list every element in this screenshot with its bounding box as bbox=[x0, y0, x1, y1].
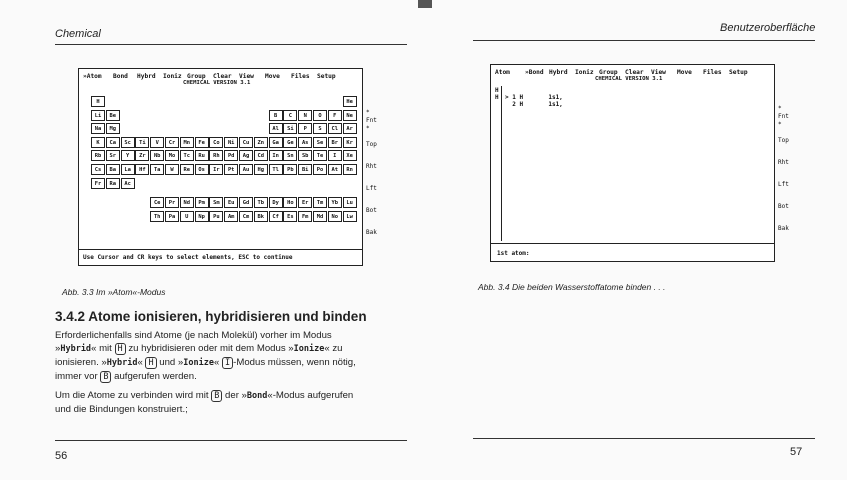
element-tm[interactable]: Tm bbox=[313, 197, 327, 208]
element-ar[interactable]: Ar bbox=[343, 123, 357, 134]
right-side-bak[interactable]: Bak bbox=[778, 225, 789, 232]
left-screen-figure bbox=[78, 68, 377, 266]
element-au[interactable]: Au bbox=[239, 164, 253, 175]
element-md[interactable]: Md bbox=[313, 211, 327, 222]
element-s[interactable]: S bbox=[313, 123, 327, 134]
element-ag[interactable]: Ag bbox=[239, 150, 253, 161]
left-running-header: Chemical bbox=[55, 28, 101, 40]
element-zn[interactable]: Zn bbox=[254, 137, 268, 148]
element-pm[interactable]: Pm bbox=[195, 197, 209, 208]
right-header-rule bbox=[473, 40, 815, 41]
element-sc[interactable]: Sc bbox=[121, 137, 135, 148]
left-page-number: 56 bbox=[55, 450, 68, 462]
right-left-column-h1: H bbox=[495, 87, 499, 94]
element-cm[interactable]: Cm bbox=[239, 211, 253, 222]
element-pr[interactable]: Pr bbox=[165, 197, 179, 208]
element-fr[interactable]: Fr bbox=[91, 178, 105, 189]
element-bk[interactable]: Bk bbox=[254, 211, 268, 222]
right-side-rht[interactable]: Rht bbox=[778, 159, 789, 166]
atom-row-2: 2 H 1s1, bbox=[505, 101, 563, 108]
element-fm[interactable]: Fm bbox=[298, 211, 312, 222]
left-side-top[interactable]: Top bbox=[366, 141, 377, 148]
right-version-title: CHEMICAL VERSION 3.1 bbox=[595, 76, 663, 82]
element-w[interactable]: W bbox=[165, 164, 179, 175]
element-h[interactable]: H bbox=[91, 96, 105, 107]
element-eu[interactable]: Eu bbox=[224, 197, 238, 208]
element-f[interactable]: F bbox=[328, 110, 342, 121]
element-sb[interactable]: Sb bbox=[298, 150, 312, 161]
left-menu-item-hybrd[interactable]: Hybrd bbox=[137, 73, 156, 80]
right-status-rule bbox=[491, 243, 774, 244]
right-side-fnt[interactable]: Fnt bbox=[778, 113, 789, 120]
right-menu-item-ioniz[interactable]: Ioniz bbox=[575, 69, 594, 76]
element-b[interactable]: B bbox=[269, 110, 283, 121]
element-cr[interactable]: Cr bbox=[165, 137, 179, 148]
element-lw[interactable]: Lw bbox=[343, 211, 357, 222]
element-hf[interactable]: Hf bbox=[135, 164, 149, 175]
element-sr[interactable]: Sr bbox=[106, 150, 120, 161]
element-ti[interactable]: Ti bbox=[135, 137, 149, 148]
left-menu-item-atom[interactable]: »Atom bbox=[83, 73, 102, 80]
element-rb[interactable]: Rb bbox=[91, 150, 105, 161]
element-co[interactable]: Co bbox=[209, 137, 223, 148]
book-binding bbox=[418, 0, 432, 8]
key-h: H bbox=[115, 343, 126, 355]
element-ac[interactable]: Ac bbox=[121, 178, 135, 189]
element-na[interactable]: Na bbox=[91, 123, 105, 134]
element-i[interactable]: I bbox=[328, 150, 342, 161]
right-menu-item-view[interactable]: View bbox=[651, 69, 666, 76]
right-status-line: 1st atom: bbox=[497, 250, 530, 257]
key-b: B bbox=[211, 390, 222, 402]
left-status-line: Use Cursor and CR keys to select elements, ESC to continue bbox=[83, 254, 293, 261]
element-cf[interactable]: Cf bbox=[269, 211, 283, 222]
element-tl[interactable]: Tl bbox=[269, 164, 283, 175]
element-sn[interactable]: Sn bbox=[283, 150, 297, 161]
element-kr[interactable]: Kr bbox=[343, 137, 357, 148]
element-am[interactable]: Am bbox=[224, 211, 238, 222]
left-side-star-0: * bbox=[366, 109, 370, 116]
element-rh[interactable]: Rh bbox=[209, 150, 223, 161]
left-menu-item-move[interactable]: Move bbox=[265, 73, 280, 80]
element-cs[interactable]: Cs bbox=[91, 164, 105, 175]
element-ir[interactable]: Ir bbox=[209, 164, 223, 175]
element-ho[interactable]: Ho bbox=[283, 197, 297, 208]
right-footer-rule bbox=[473, 438, 815, 439]
p1-line-4: immer vor B aufgerufen werden. bbox=[55, 371, 197, 382]
paragraph-1 bbox=[55, 329, 356, 383]
element-he[interactable]: He bbox=[343, 96, 357, 107]
element-li[interactable]: Li bbox=[91, 110, 105, 121]
element-ru[interactable]: Ru bbox=[195, 150, 209, 161]
atom-row-1: > 1 H 1s1, bbox=[505, 94, 563, 101]
element-os[interactable]: Os bbox=[195, 164, 209, 175]
right-side-lft[interactable]: Lft bbox=[778, 181, 789, 188]
right-page-number: 57 bbox=[790, 446, 803, 458]
element-ne[interactable]: Ne bbox=[343, 110, 357, 121]
element-sm[interactable]: Sm bbox=[209, 197, 223, 208]
left-menu-item-files[interactable]: Files bbox=[291, 73, 310, 80]
left-menu-item-setup[interactable]: Setup bbox=[317, 73, 336, 80]
left-side-fnt[interactable]: Fnt bbox=[366, 117, 377, 124]
left-side-star-2: * bbox=[366, 125, 370, 132]
left-menu-item-view[interactable]: View bbox=[239, 73, 254, 80]
left-side-bak[interactable]: Bak bbox=[366, 229, 377, 236]
left-side-bot[interactable]: Bot bbox=[366, 207, 377, 214]
element-pu[interactable]: Pu bbox=[209, 211, 223, 222]
key-h: H bbox=[145, 357, 156, 369]
element-si[interactable]: Si bbox=[283, 123, 297, 134]
p1-line-3: ionisieren. »Hybrid« H und »Ionize« I -Modus müssen, wenn nötig, bbox=[55, 357, 356, 368]
element-tc[interactable]: Tc bbox=[180, 150, 194, 161]
right-side-star-2: * bbox=[778, 121, 782, 128]
element-dy[interactable]: Dy bbox=[269, 197, 283, 208]
element-th[interactable]: Th bbox=[150, 211, 164, 222]
left-header-rule bbox=[55, 44, 407, 45]
element-cl[interactable]: Cl bbox=[328, 123, 342, 134]
left-footer-rule bbox=[55, 440, 407, 441]
right-left-column-h2: H bbox=[495, 94, 499, 101]
element-zr[interactable]: Zr bbox=[135, 150, 149, 161]
element-gd[interactable]: Gd bbox=[239, 197, 253, 208]
element-c[interactable]: C bbox=[283, 110, 297, 121]
paragraph-2 bbox=[55, 389, 353, 416]
element-pa[interactable]: Pa bbox=[165, 211, 179, 222]
right-divider bbox=[501, 86, 502, 241]
element-mn[interactable]: Mn bbox=[180, 137, 194, 148]
element-re[interactable]: Re bbox=[180, 164, 194, 175]
element-at[interactable]: At bbox=[328, 164, 342, 175]
left-side-lft[interactable]: Lft bbox=[366, 185, 377, 192]
element-ta[interactable]: Ta bbox=[150, 164, 164, 175]
section-heading: 3.4.2 Atome ionisieren, hybridisieren und binden bbox=[55, 309, 367, 324]
element-yb[interactable]: Yb bbox=[328, 197, 342, 208]
element-tb[interactable]: Tb bbox=[254, 197, 268, 208]
key-i: I bbox=[222, 357, 233, 369]
right-screen-figure bbox=[490, 64, 789, 262]
left-figure-caption: Abb. 3.3 Im »Atom«-Modus bbox=[62, 287, 166, 297]
right-menu-item-files[interactable]: Files bbox=[703, 69, 722, 76]
element-al[interactable]: Al bbox=[269, 123, 283, 134]
element-bi[interactable]: Bi bbox=[298, 164, 312, 175]
key-b: B bbox=[100, 371, 111, 383]
element-pb[interactable]: Pb bbox=[283, 164, 297, 175]
element-ni[interactable]: Ni bbox=[224, 137, 238, 148]
element-ga[interactable]: Ga bbox=[269, 137, 283, 148]
left-side-rht[interactable]: Rht bbox=[366, 163, 377, 170]
right-side-star-0: * bbox=[778, 105, 782, 112]
element-as[interactable]: As bbox=[298, 137, 312, 148]
element-np[interactable]: Np bbox=[195, 211, 209, 222]
right-side-bot[interactable]: Bot bbox=[778, 203, 789, 210]
element-mo[interactable]: Mo bbox=[165, 150, 179, 161]
left-menu-item-bond[interactable]: Bond bbox=[113, 73, 128, 80]
element-nd[interactable]: Nd bbox=[180, 197, 194, 208]
element-no[interactable]: No bbox=[328, 211, 342, 222]
element-po[interactable]: Po bbox=[313, 164, 327, 175]
element-hg[interactable]: Hg bbox=[254, 164, 268, 175]
right-figure-caption: Abb. 3.4 Die beiden Wasserstoffatome binden . . . bbox=[478, 282, 666, 292]
element-u[interactable]: U bbox=[180, 211, 194, 222]
element-lu[interactable]: Lu bbox=[343, 197, 357, 208]
element-be[interactable]: Be bbox=[106, 110, 120, 121]
right-side-top[interactable]: Top bbox=[778, 137, 789, 144]
element-ra[interactable]: Ra bbox=[106, 178, 120, 189]
element-ge[interactable]: Ge bbox=[283, 137, 297, 148]
left-version-title: CHEMICAL VERSION 3.1 bbox=[183, 80, 251, 86]
p1-line-2: »Hybrid« mit H zu hybridisieren oder mit dem Modus »Ionize« zu bbox=[55, 343, 343, 354]
left-status-rule bbox=[79, 249, 362, 250]
right-menu-item-group[interactable]: Group bbox=[599, 69, 618, 76]
element-br[interactable]: Br bbox=[328, 137, 342, 148]
element-rn[interactable]: Rn bbox=[343, 164, 357, 175]
right-menu-item-clear[interactable]: Clear bbox=[625, 69, 644, 76]
element-se[interactable]: Se bbox=[313, 137, 327, 148]
p1-line-1: Erforderlichenfalls sind Atome (je nach Molekül) vorher im Modus bbox=[55, 330, 332, 341]
element-in[interactable]: In bbox=[269, 150, 283, 161]
element-ca[interactable]: Ca bbox=[106, 137, 120, 148]
element-mg[interactable]: Mg bbox=[106, 123, 120, 134]
element-v[interactable]: V bbox=[150, 137, 164, 148]
element-er[interactable]: Er bbox=[298, 197, 312, 208]
right-running-header: Benutzeroberfläche bbox=[720, 22, 816, 34]
right-menu-item-atom[interactable]: Atom bbox=[495, 69, 510, 76]
element-cu[interactable]: Cu bbox=[239, 137, 253, 148]
p2-line-1: Um die Atome zu verbinden wird mit B der »Bond«-Modus aufgerufen bbox=[55, 390, 354, 401]
element-fe[interactable]: Fe bbox=[195, 137, 209, 148]
element-pd[interactable]: Pd bbox=[224, 150, 238, 161]
element-ba[interactable]: Ba bbox=[106, 164, 120, 175]
left-menu-item-ioniz[interactable]: Ioniz bbox=[163, 73, 182, 80]
element-la[interactable]: La bbox=[121, 164, 135, 175]
left-menu-item-clear[interactable]: Clear bbox=[213, 73, 232, 80]
element-nb[interactable]: Nb bbox=[150, 150, 164, 161]
right-menu-item-hybrd[interactable]: Hybrd bbox=[549, 69, 568, 76]
left-menu-item-group[interactable]: Group bbox=[187, 73, 206, 80]
element-y[interactable]: Y bbox=[121, 150, 135, 161]
element-n[interactable]: N bbox=[298, 110, 312, 121]
element-p[interactable]: P bbox=[298, 123, 312, 134]
element-pt[interactable]: Pt bbox=[224, 164, 238, 175]
element-cd[interactable]: Cd bbox=[254, 150, 268, 161]
right-menu-item-bond[interactable]: »Bond bbox=[525, 69, 544, 76]
p2-line-2: und die Bindungen konstruiert.; bbox=[55, 404, 188, 415]
element-xe[interactable]: Xe bbox=[343, 150, 357, 161]
element-ce[interactable]: Ce bbox=[150, 197, 164, 208]
right-menu-item-move[interactable]: Move bbox=[677, 69, 692, 76]
element-es[interactable]: Es bbox=[283, 211, 297, 222]
element-o[interactable]: O bbox=[313, 110, 327, 121]
right-menu-item-setup[interactable]: Setup bbox=[729, 69, 748, 76]
element-te[interactable]: Te bbox=[313, 150, 327, 161]
element-k[interactable]: K bbox=[91, 137, 105, 148]
